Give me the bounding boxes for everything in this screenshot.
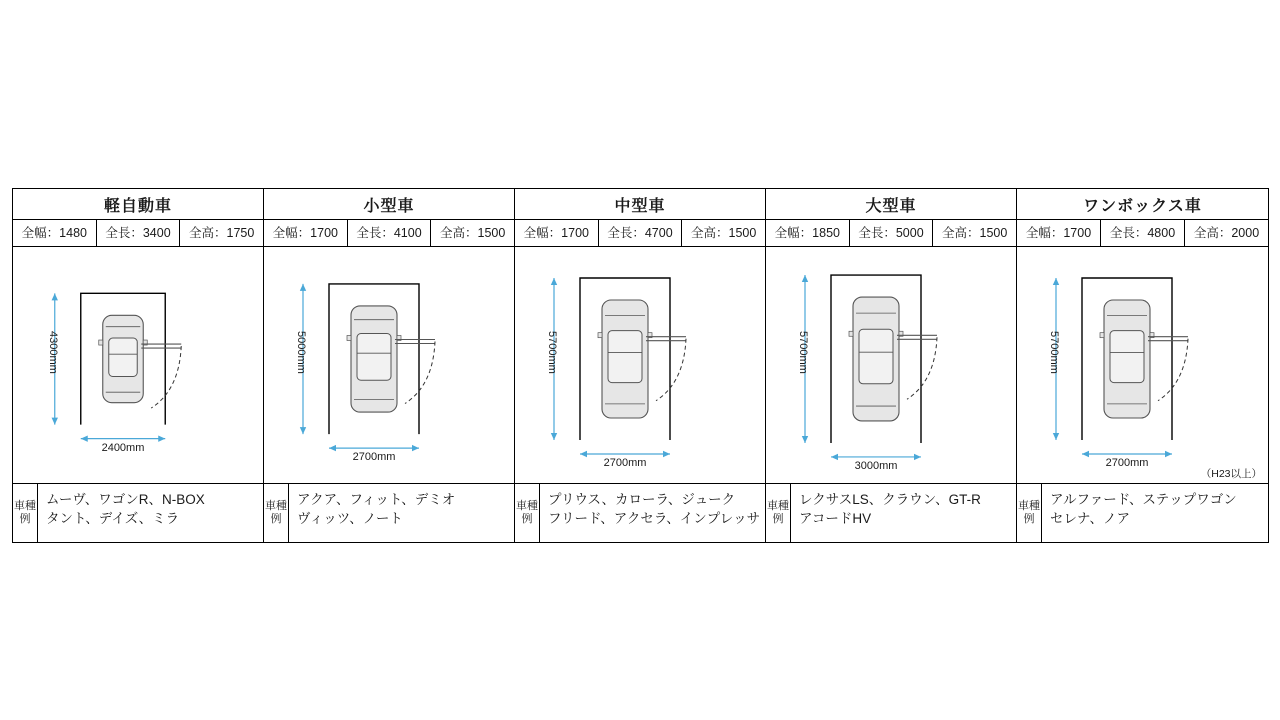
parking-figure xyxy=(1017,247,1268,483)
example-cell xyxy=(766,484,1017,543)
example-label-line: 例 xyxy=(1023,513,1035,525)
example-label xyxy=(515,484,540,542)
column-title: 軽自動車 xyxy=(13,189,264,220)
parking-figure xyxy=(264,247,514,483)
parking-figure xyxy=(13,247,263,483)
horizontal-dimension-label: 3000mm xyxy=(854,459,898,472)
dim-width: 全幅：1480 xyxy=(13,220,97,246)
figure-row xyxy=(13,247,1269,484)
dim-width: 全幅：1700 xyxy=(1017,220,1101,246)
column-title: 中型車 xyxy=(515,189,766,220)
dimension-row xyxy=(13,220,1269,247)
vehicle-size-diagram xyxy=(12,188,1268,543)
example-text xyxy=(1042,484,1237,542)
example-label xyxy=(766,484,791,542)
example-label-line: 車種 xyxy=(265,500,287,512)
vertical-dimension-label: 5700mm xyxy=(797,331,809,374)
dim-height: 全高：1500 xyxy=(942,226,1008,240)
spec-table xyxy=(12,188,1269,543)
dim-height: 全高：1750 xyxy=(189,226,255,240)
example-row xyxy=(13,484,1269,543)
example-line: プリウス、カローラ、ジューク xyxy=(548,492,736,507)
dim-height: 全高：2000 xyxy=(1193,226,1260,240)
vertical-dimension-label: 4300mm xyxy=(46,331,59,374)
example-text xyxy=(540,484,760,542)
example-label xyxy=(1017,484,1042,542)
example-line: アコードHV xyxy=(799,511,872,526)
dimension-cell xyxy=(13,220,264,247)
example-line: フリード、アクセラ、インプレッサ xyxy=(548,511,761,526)
example-text xyxy=(289,484,455,542)
example-line: アクア、フィット、デミオ xyxy=(297,492,456,507)
figure-cell xyxy=(515,247,766,484)
example-line: ヴィッツ、ノート xyxy=(297,511,403,526)
title-row xyxy=(13,189,1269,220)
figure-cell xyxy=(1017,247,1269,484)
dim-width: 全幅：1850 xyxy=(766,220,850,246)
dimension-cell xyxy=(766,220,1017,247)
dim-length: 全長：4700 xyxy=(599,220,683,246)
example-cell xyxy=(13,484,264,543)
figure-cell xyxy=(264,247,515,484)
horizontal-dimension-label: 2700mm xyxy=(603,457,647,469)
example-line: ムーヴ、ワゴンR、N-BOX xyxy=(46,492,205,507)
parking-figure xyxy=(766,247,1016,483)
dim-width: 全幅：1700 xyxy=(264,220,348,246)
dim-height: 全高：1500 xyxy=(691,226,757,240)
example-label xyxy=(13,484,38,542)
vertical-dimension-label: 5700mm xyxy=(1048,331,1060,374)
example-label xyxy=(264,484,289,542)
dim-length: 全長：4100 xyxy=(348,220,432,246)
example-line: タント、デイズ、ミラ xyxy=(46,511,180,526)
example-label-line: 例 xyxy=(270,513,282,525)
parking-figure xyxy=(515,247,765,483)
column-title: 小型車 xyxy=(264,189,515,220)
example-label-line: 例 xyxy=(19,513,31,525)
horizontal-dimension-label: 2400mm xyxy=(101,441,145,454)
dim-length: 全長：4800 xyxy=(1101,220,1185,246)
dimension-cell xyxy=(515,220,766,247)
dim-length: 全長：3400 xyxy=(97,220,181,246)
figure-cell xyxy=(13,247,264,484)
dim-length: 全長：5000 xyxy=(850,220,934,246)
example-line: アルファード、ステップワゴン xyxy=(1050,492,1237,507)
example-label-line: 車種 xyxy=(767,500,789,512)
horizontal-dimension-label: 2700mm xyxy=(1105,457,1149,469)
example-cell xyxy=(264,484,515,543)
example-text xyxy=(791,484,981,542)
example-label-line: 例 xyxy=(772,513,784,525)
example-label-line: 車種 xyxy=(1018,500,1040,512)
column-title: 大型車 xyxy=(766,189,1017,220)
dimension-cell xyxy=(1017,220,1269,247)
example-label-line: 車種 xyxy=(14,500,36,512)
figure-note: （H23以上） xyxy=(1200,468,1262,480)
example-label-line: 車種 xyxy=(516,500,538,512)
dim-width: 全幅：1700 xyxy=(515,220,599,246)
dimension-cell xyxy=(264,220,515,247)
horizontal-dimension-label: 2700mm xyxy=(352,451,396,464)
vertical-dimension-label: 5000mm xyxy=(295,331,307,374)
example-line: レクサスLS、クラウン、GT-R xyxy=(799,492,981,507)
example-text xyxy=(38,484,205,542)
example-line: セレナ、ノア xyxy=(1050,511,1131,526)
example-cell xyxy=(515,484,766,543)
example-label-line: 例 xyxy=(521,513,533,525)
vertical-dimension-label: 5700mm xyxy=(546,331,558,374)
column-title: ワンボックス車 xyxy=(1017,189,1269,220)
example-cell xyxy=(1017,484,1269,543)
dim-height: 全高：1500 xyxy=(440,226,506,240)
figure-cell xyxy=(766,247,1017,484)
